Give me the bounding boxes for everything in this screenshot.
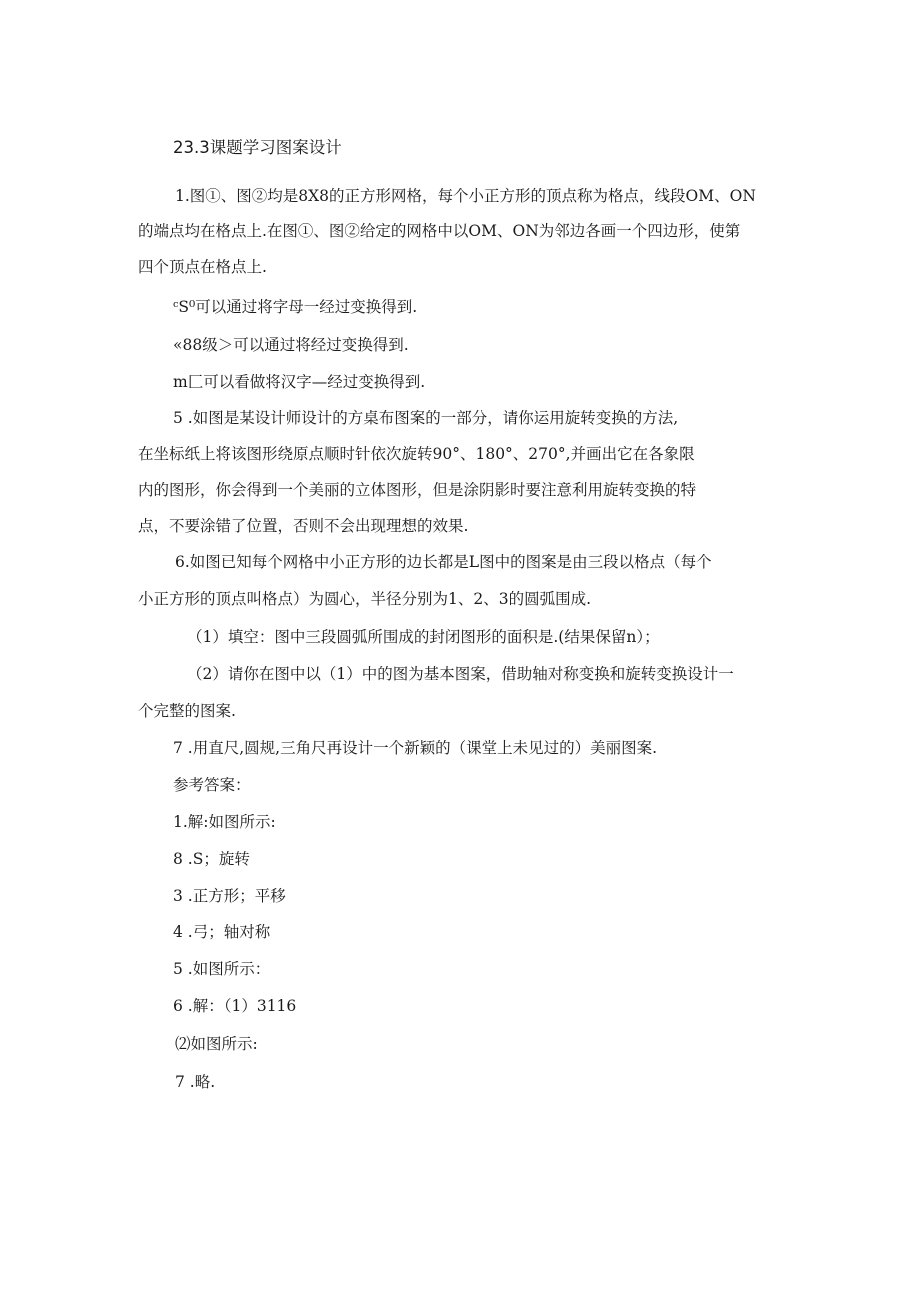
q6-sub-2-line-2: 个完整的图案. — [138, 702, 236, 720]
document-title: 23.3课题学习图案设计 — [173, 138, 342, 157]
q6-sub-1: （1）填空：图中三段圆弧所围成的封闭图形的面积是.(结果保留n）； — [187, 628, 660, 646]
q1-line-2: 的端点均在格点上.在图①、图②给定的网格中以OM、ON为邻边各画一个四边形，使第 — [138, 222, 741, 240]
answer-2: 8 .S；旋转 — [173, 850, 250, 868]
q3-text: «88级＞可以通过将经过变换得到. — [173, 336, 409, 354]
q2-text: ᶜS⁰可以通过将字母一经过变换得到. — [173, 298, 418, 316]
answer-6-part-2: ⑵如图所示: — [175, 1035, 258, 1053]
q5-line-1: 5 .如图是某设计师设计的方桌布图案的一部分，请你运用旋转变换的方法, — [173, 409, 679, 427]
answer-3: 3 .正方形；平移 — [173, 887, 286, 905]
answer-4: 4 .弓；轴对称 — [173, 923, 271, 941]
q1-line-1: 1.图①、图②均是8X8的正方形网格，每个小正方形的顶点称为格点，线段OM、ON — [175, 187, 756, 205]
answer-1: 1.解:如图所示: — [173, 813, 276, 831]
q4-text: m匚可以看做将汉字—经过变换得到. — [173, 373, 426, 391]
answer-7: 7 .略. — [175, 1073, 216, 1091]
q1-line-3: 四个顶点在格点上. — [138, 258, 267, 276]
q6-line-2: 小正方形的顶点叫格点）为圆心，半径分别为1、2、3的圆弧围成. — [138, 590, 592, 608]
q6-line-1: 6.如图已知每个网格中小正方形的边长都是L图中的图案是由三段以格点（每个 — [175, 553, 712, 571]
answer-6: 6 .解：（1）3116 — [173, 997, 297, 1015]
q5-line-3: 内的图形，你会得到一个美丽的立体图形，但是涂阴影时要注意利用旋转变换的特 — [138, 481, 697, 499]
answer-5: 5 .如图所示： — [173, 960, 271, 978]
q6-sub-2-line-1: （2）请你在图中以（1）中的图为基本图案，借助轴对称变换和旋转变换设计一 — [187, 665, 734, 683]
q5-line-4: 点，不要涂错了位置，否则不会出现理想的效果. — [138, 517, 469, 535]
q5-line-2: 在坐标纸上将该图形绕原点顺时针依次旋转90°、180°、270°,并画出它在各象限 — [138, 445, 695, 463]
answers-heading: 参考答案： — [173, 776, 251, 794]
q7-text: 7 .用直尺,圆规,三角尺再设计一个新颖的（课堂上未见过的）美丽图案. — [173, 739, 657, 757]
